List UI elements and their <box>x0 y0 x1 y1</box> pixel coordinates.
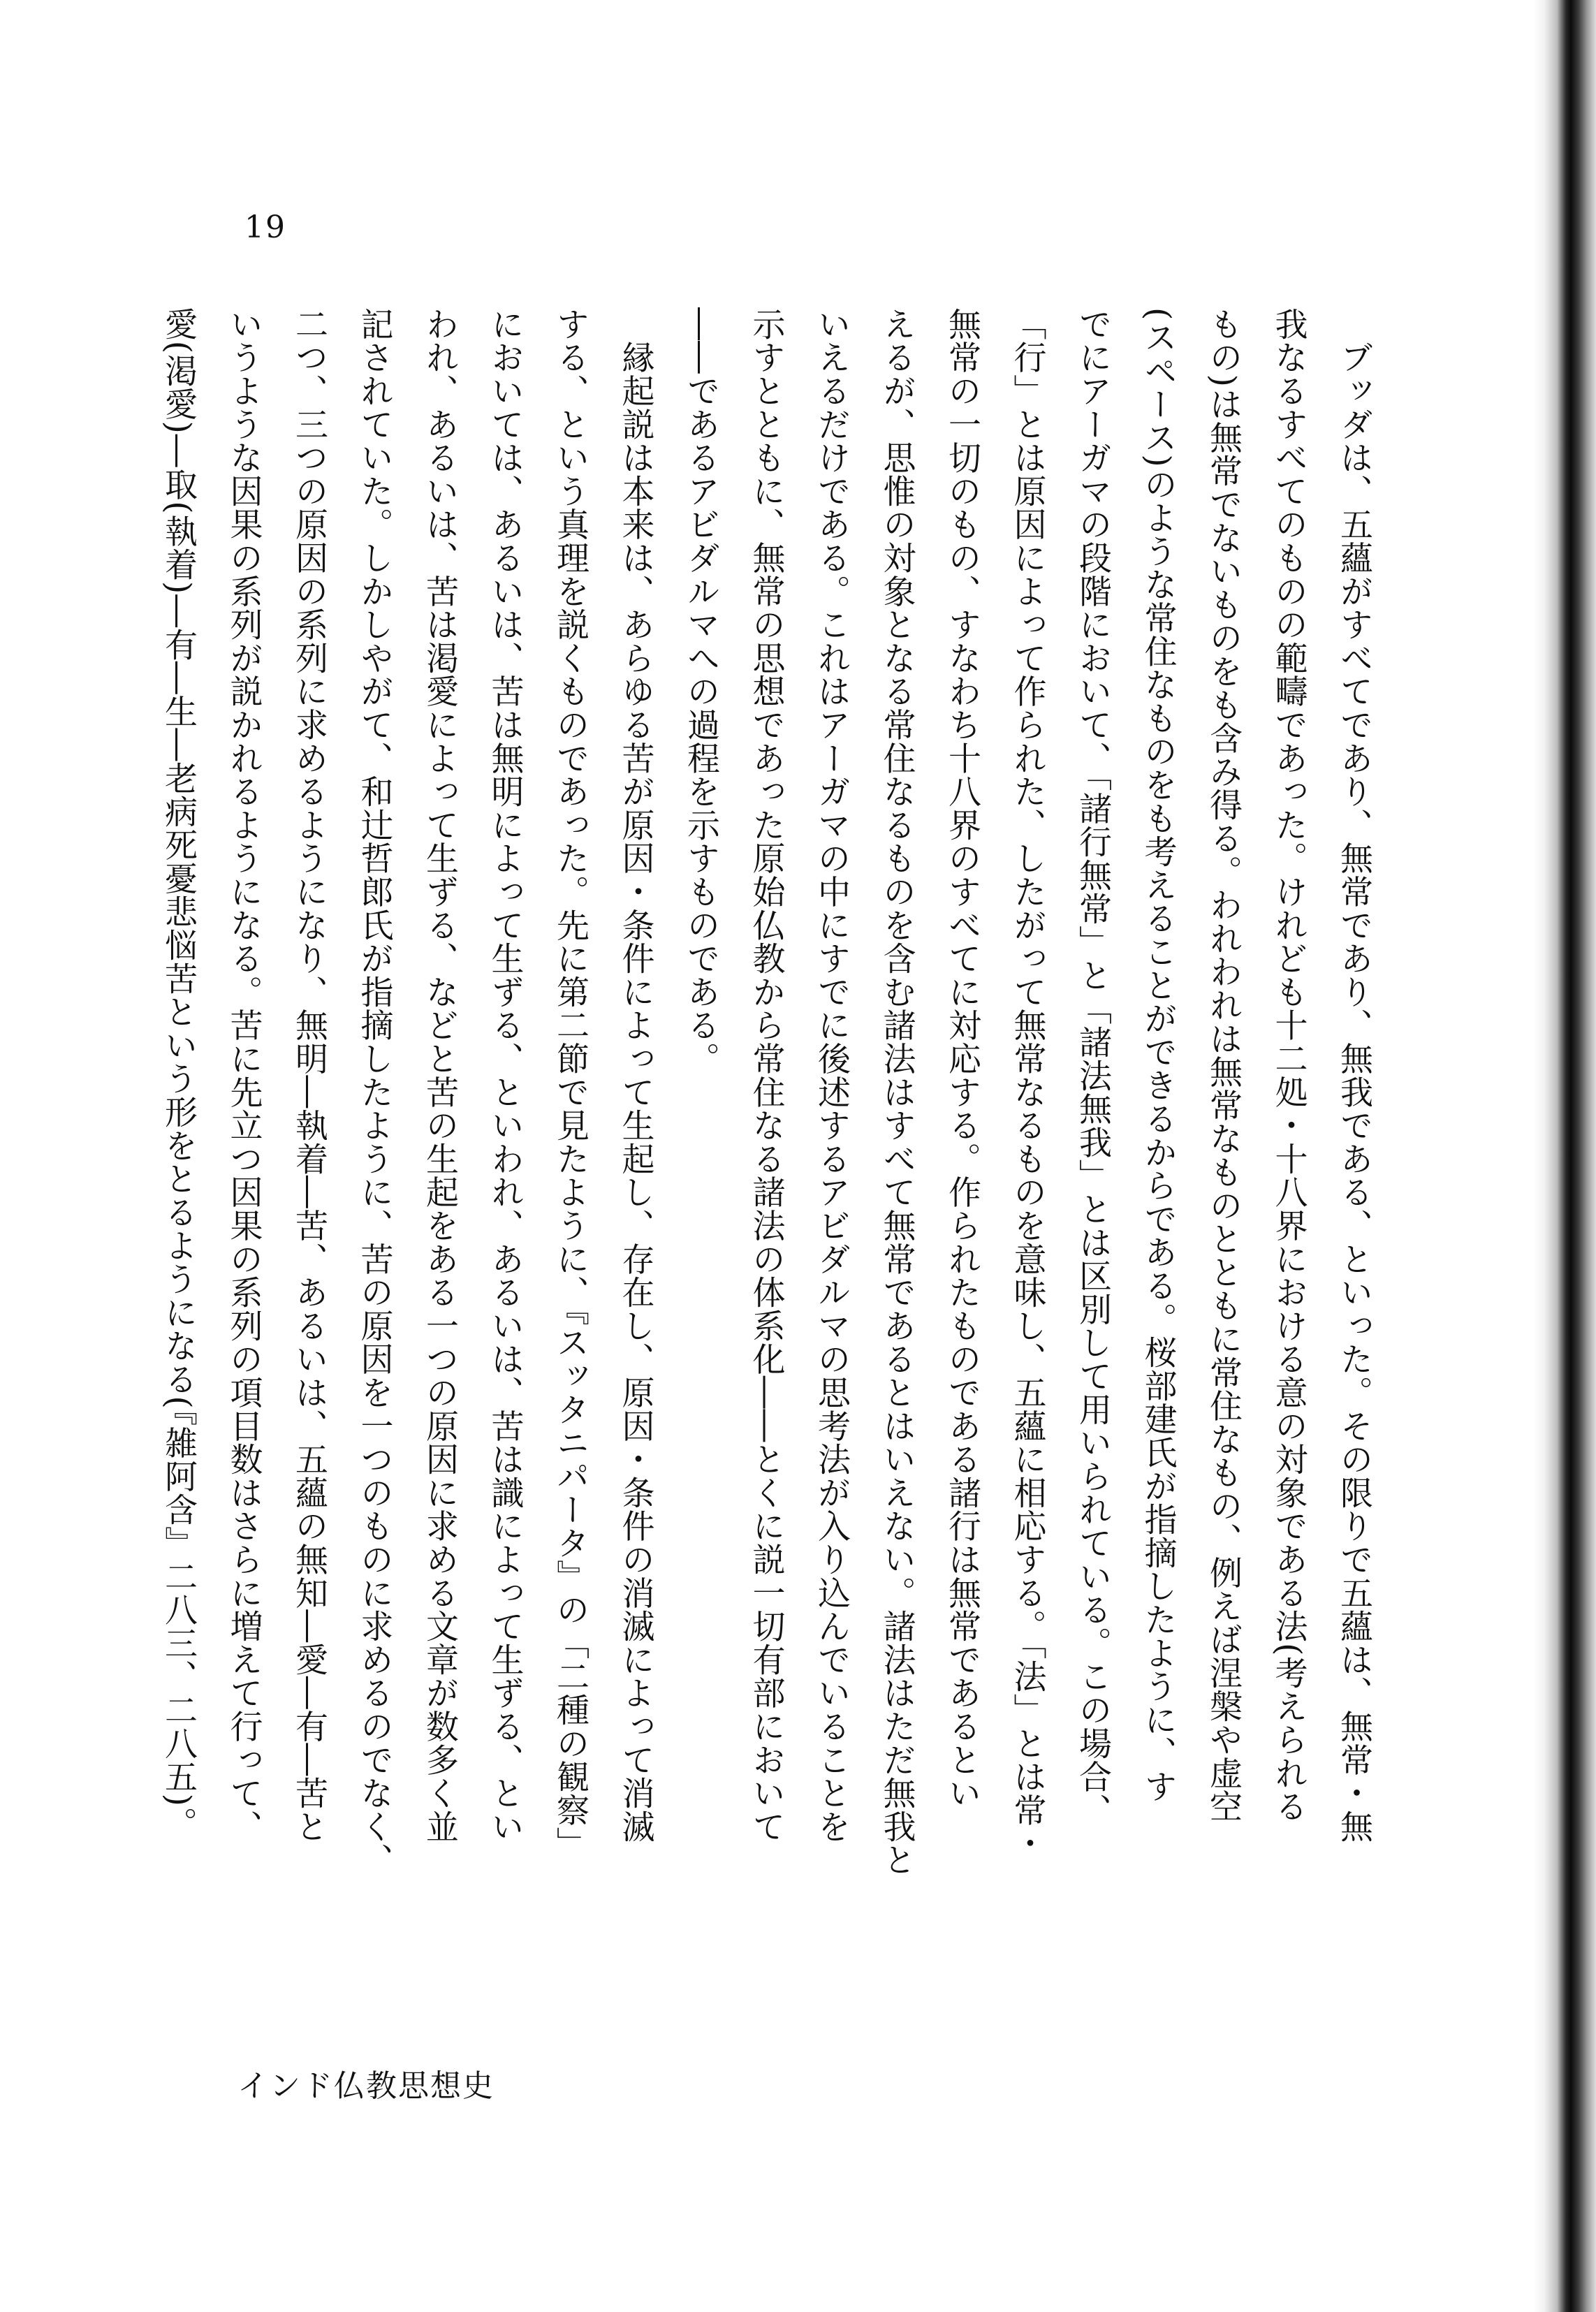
text-line: 愛(渇愛)―取(執着)―有―生―老病死憂悲悩苦という形をとるようになる(『雑阿含』二八三、二八五)。 <box>159 307 198 1841</box>
text-line: でにアーガマの段階において、「諸行無常」と「諸法無我」とは区別して用いられている。この場合、 <box>1074 307 1112 1827</box>
text-line: 示すとともに、無常の思想であった原始仏教から常住なる諸法の体系化――とくに説一切有部において <box>747 307 786 1843</box>
text-line: ブッダは、五蘊がすべてであり、無常であり、無我である、といった。その限りで五蘊は、無常・無 <box>1335 307 1373 1843</box>
text-line: いえるだけである。これはアーガマの中にすでに後述するアビダルマの思考法が入り込んでいることを <box>812 307 851 1843</box>
page-number: 19 <box>244 210 286 245</box>
body-text <box>146 307 1387 1952</box>
text-line: 「行」とは原因によって作られた、したがって無常なるものを意味し、五蘊に相応する。「法」とは常・ <box>1008 307 1047 1861</box>
page-binding-edge <box>1533 0 1596 2312</box>
text-line: 二つ、三つの原因の系列に求めるようになり、無明―執着―苦、あるいは、五蘊の無知―愛―有―苦と <box>290 307 328 1843</box>
running-title: インド仏教思想史 <box>237 2068 495 2104</box>
text-line: いうような因果の系列が説かれるようになる。苦に先立つ因果の系列の項目数はさらに増えて行って、 <box>224 307 263 1843</box>
text-line: ――であるアビダルマへの過程を示すものである。 <box>682 307 720 1076</box>
text-line: もの)は無常でないものをも含み得る。われわれは無常なものとともに常住なもの、例えば涅槃や虚空 <box>1204 307 1243 1824</box>
text-line: 記されていた。しかしやがて、和辻哲郎氏が指摘したように、苦の原因を一つのものに求めるのでなく、 <box>355 307 394 1877</box>
text-line: えるが、思惟の対象となる常住なるものを含む諸法はすべて無常であるとはいえない。諸法はただ無我と <box>877 307 916 1877</box>
text-line: 我なるすべてのものの範疇であった。けれども十二処・十八界における意の対象である法(考えられる <box>1269 307 1308 1824</box>
text-line: においては、あるいは、苦は無明によって生ずる、といわれ、あるいは、苦は識によって生ずる、とい <box>485 307 525 1843</box>
text-line: われ、あるいは、苦は渇愛によって生ずる、などと苦の生起をある一つの原因に求める文章が数多く並 <box>420 307 459 1843</box>
text-line: 縁起説は本来は、あらゆる苦が原因・条件によって生起し、存在し、原因・条件の消滅によって消滅 <box>616 307 655 1843</box>
text-line: する、という真理を説くものであった。先に第二節で見たように、『スッタニパータ』の「二種の観察」 <box>551 307 590 1861</box>
text-line: 無常の一切のもの、すなわち十八界のすべてに対応する。作られたものである諸行は無常であるとい <box>943 307 981 1810</box>
text-line: (スペース)のような常住なものをも考えることができるからである。桜部建氏が指摘したように、す <box>1139 307 1178 1803</box>
